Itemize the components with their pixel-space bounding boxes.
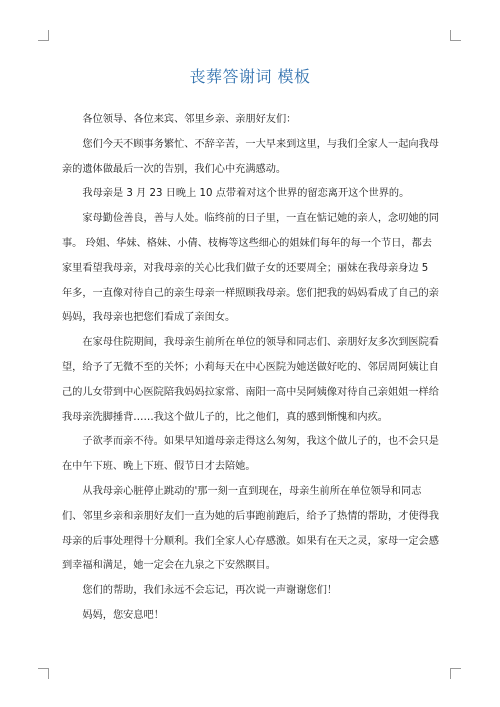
paragraph: 您们今天不顾事务繁忙、不辞辛苦，一大早来到这里，与我们全家人一起向我母亲的遗体做最后一次的告别，我们心中充满感动。: [62, 138, 439, 175]
paragraph: 我母亲是 3 月 23 日晚上 10 点带着对这个世界的留恋离开这个世界的。: [82, 188, 410, 200]
paragraph: 您们的帮助，我们永远不会忘记，再次说一声谢谢您们！: [82, 585, 338, 597]
paragraph-closing: 妈妈，您安息吧！: [82, 609, 164, 621]
crop-mark-bottom-left: [38, 668, 49, 679]
document-title: 丧葬答谢词 模板: [189, 67, 311, 86]
paragraph: 在家母住院期间，我母亲生前所在单位的领导和同志们、亲朋好友多次到医院看望，给予了无微不至的关怀；小莉每天在中心医院为她送做好吃的、邻居周阿姨让自己的儿女带到中心医院陪我妈妈拉家常、南阳一高中吴阿姨像对待自己亲姐姐一样给我母亲洗脚捶背……我这个做儿子的，比之他们，真的感到惭愧和内疚。: [62, 337, 439, 423]
paragraph-salutation: 各位领导、各位来宾、邻里乡亲、亲朋好友们：: [82, 114, 297, 125]
document-body: [62, 108, 440, 629]
paragraph: 子欲孝而亲不待。如果早知道母亲走得这么匆匆，我这个做儿子的，也不会只是在中午下班、晚上下班、假节日才去陪她。: [62, 436, 439, 473]
crop-mark-bottom-right: [450, 668, 461, 679]
paragraph: 家母勤俭善良，善与人处。临终前的日子里，一直在惦记她的亲人，念叨她的同事。 玲姐、华妹、格妹、小倩、枝梅等这些细心的姐妹们每年的每一个节日，都去家里看望我母亲，对我母亲的关心比我们做子女的还要周全；丽妹在我母亲身边 5 年多，一直像对待自己的亲生母亲一样照顾我母亲。您们把我的妈妈看成了自己的亲妈妈，我母亲也把您们看成了亲闺女。: [62, 213, 439, 324]
crop-mark-top-right: [450, 30, 461, 41]
paragraph: 从我母亲心脏停止跳动的'那一刻一直到现在，母亲生前所在单位领导和同志们、邻里乡亲和亲朋好友们一直为她的后事跑前跑后，给予了热情的帮助，才使得我母亲的后事处理得十分顺利。我们全家人心存感激。如果有在天之灵，家母一定会感到幸福和满足，她一定会在九泉之下安然瞑目。: [62, 485, 439, 572]
crop-mark-top-left: [38, 30, 49, 41]
